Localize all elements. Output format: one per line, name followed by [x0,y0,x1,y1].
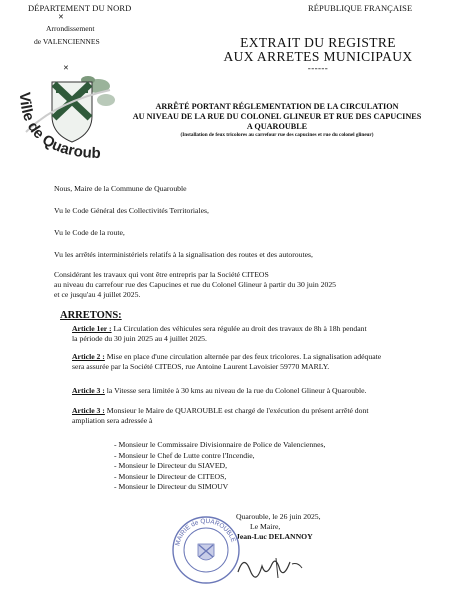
article-3-speed-label: Article 3 : [72,386,105,395]
arrete-title-line1: ARRÊTÉ PORTANT RÉGLEMENTATION DE LA CIRCULATION [155,102,399,111]
article-2-label: Article 2 : [72,352,105,361]
stamp-text: MAIRIE de QUAROUBLE [174,517,237,547]
intro-text: Nous, Maire de la Commune de Quarouble [54,184,187,193]
article-2 [72,352,442,372]
signature-name: Jean-Luc DELANNOY [236,532,313,541]
article-1 [72,324,442,344]
vu-code-route: Vu le Code de la route, [54,228,125,237]
article-3-speed-line1: la Vitesse sera limitée à 30 kms au niveau de la rue du Colonel Glineur à Quarouble. [106,386,367,395]
article-1-line2: la période du 30 juin 2025 au 4 juillet 2025. [72,334,207,343]
recipient-item: - Monsieur le Chef de Lutte contre l'Incendie, [114,450,255,460]
article-1-label: Article 1er : [72,324,112,333]
separator-cross-icon: ✕ [63,64,69,72]
handwritten-signature [232,548,312,584]
city-logo [6,72,118,168]
department-label: DÉPARTEMENT DU NORD [28,3,132,13]
signature-place-date: Quarouble, le 26 juin 2025, [236,512,321,521]
vu-cgct: Vu le Code Général des Collectivités Territoriales, [54,206,209,215]
svg-text:MAIRIE de QUAROUBLE [174,518,236,547]
considerant-line3: et ce jusqu'au 4 juillet 2025. [54,290,141,299]
republic-label: RÉPUBLIQUE FRANÇAISE [308,3,413,13]
considerant-line1: Considérant les travaux qui vont être entrepris par la Société CITEOS [54,270,269,279]
article-1-line1: La Circulation des véhicules sera régulée au droit des travaux de 8h à 18h pendant [113,324,367,333]
arrondissement-label: Arrondissement [46,24,95,33]
arrete-subtitle: (Installation de feux tricolores au carrefour rue des capucines et rue du colonel glineur) [180,132,374,138]
title-dashes: ------ [307,63,329,73]
register-title [200,36,436,73]
register-title-line1: EXTRAIT DU REGISTRE [240,35,396,50]
article-3-execution-line1: Monsieur le Maire de QUAROUBLE est chargé de l'exécution du présent arrêté dont [106,406,369,415]
recipient-item: - Monsieur le Directeur du SIAVED, [114,461,228,471]
considerant-line2: au niveau du carrefour rue des Capucines et rue du Colonel Glineur à partir du 30 juin 2025 [54,280,337,289]
separator-cross-icon: ✕ [58,13,64,21]
recipient-item: - Monsieur le Commissaire Divisionnaire de Police de Valenciennes, [114,440,326,449]
article-2-line2: sera assurée par la Société CITEOS, rue Antoine Laurent Lavoisier 59770 MARLY. [72,362,330,371]
article-3-speed [72,386,442,396]
logo-text: Ville de Quaroub [15,91,101,163]
vu-arretes: Vu les arrêtés interministériels relatifs à la signalisation des routes et des autoroutes, [54,250,313,259]
considerant-block [54,270,434,300]
recipient-item: - Monsieur le Directeur du SIMOUV [114,482,229,492]
signature-role: Le Maire, [250,522,281,531]
arretons-heading: ARRETONS: [60,310,122,321]
arrondissement-city: de VALENCIENNES [34,37,100,46]
arrete-title-line3: A QUAROUBLE [246,122,308,131]
arrete-title-line2: AU NIVEAU DE LA RUE DU COLONEL GLINEUR ET RUE DES CAPUCINES [132,112,422,121]
article-3-execution-line2: ampliation sera adressée à [72,416,153,425]
recipient-list [114,440,325,493]
article-3-execution [72,406,442,426]
register-title-line2: AUX ARRETES MUNICIPAUX [223,49,413,64]
article-3-execution-label: Article 3 : [72,406,105,415]
recipient-item: - Monsieur le Directeur de CITEOS, [114,471,227,481]
article-2-line1: Mise en place d'une circulation alternée par des feux tricolores. La signalisation adéquate [106,352,382,361]
arrete-title [112,102,442,138]
